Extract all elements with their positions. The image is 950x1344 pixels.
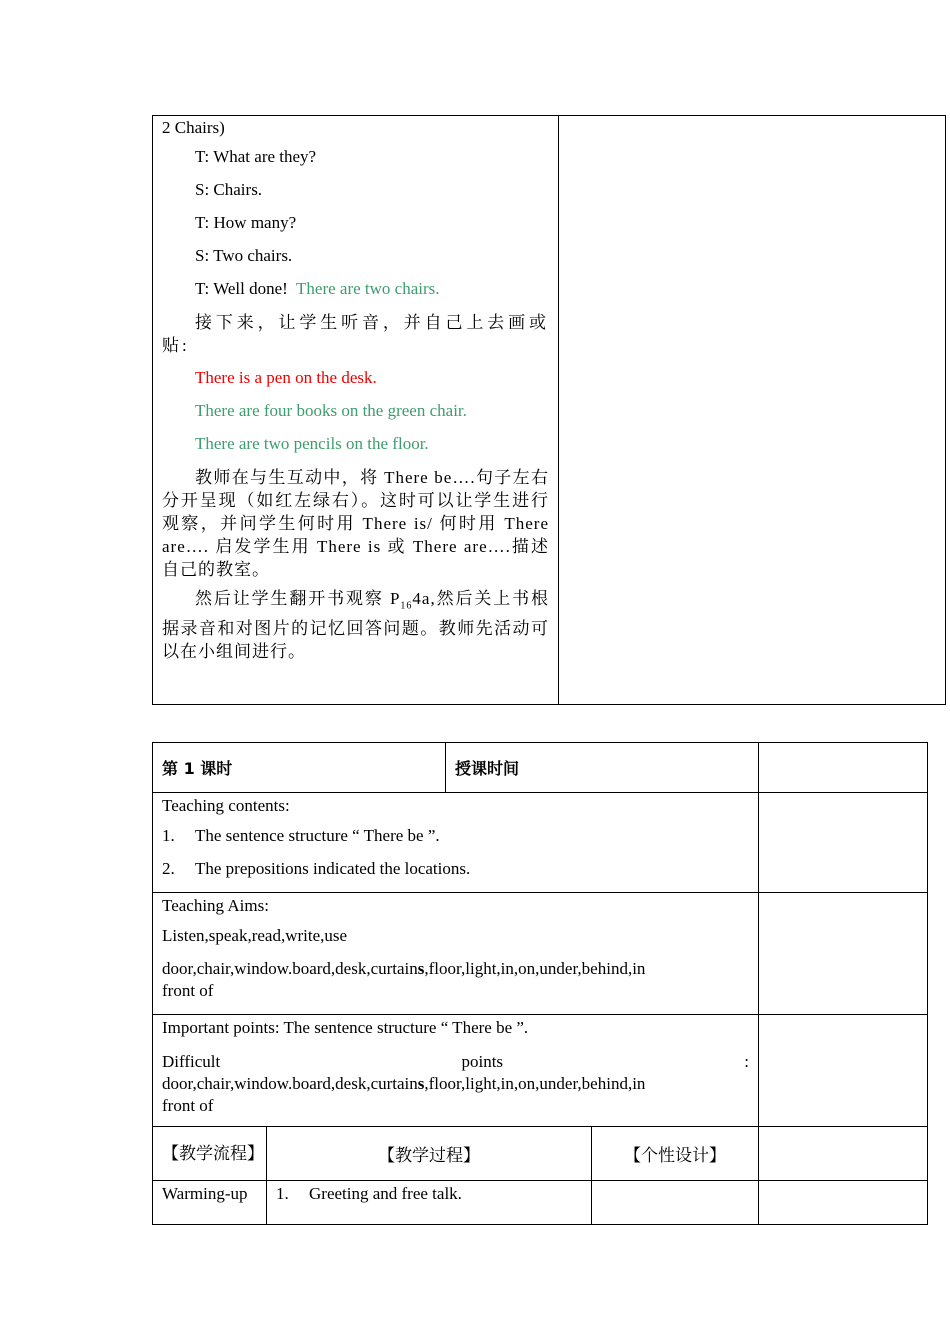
vocab-c: ,floor,light,in,on,under,behind,in: [424, 959, 646, 978]
vocab-b: s: [417, 1074, 425, 1093]
empty-cell: [759, 1181, 928, 1225]
lesson-number-label: 第 1 课时: [153, 743, 446, 793]
vocab-b: s: [417, 959, 425, 978]
header-flow: 【教学流程】: [153, 1127, 267, 1181]
warmup-label: Warming-up: [153, 1181, 267, 1225]
page-subscript: 16: [400, 600, 413, 612]
dialogue-line: T: How many?: [195, 213, 297, 232]
warmup-step: [267, 1181, 592, 1225]
empty-cell: [759, 793, 928, 893]
empty-cell: [592, 1181, 759, 1225]
green-sentence: There are four books on the green chair.: [195, 401, 467, 420]
contents-item: [162, 819, 749, 852]
important-points: Important points: The sentence structure “ There be ”.: [162, 1018, 529, 1037]
item-text: The prepositions indicated the locations.: [195, 859, 471, 878]
aims-line: front of: [162, 981, 214, 1000]
well-done-text: T: Well done!: [195, 279, 288, 298]
red-sentence: There is a pen on the desk.: [195, 368, 377, 387]
empty-cell: [759, 743, 928, 793]
colon: :: [744, 1052, 749, 1071]
book-paragraph-b: 4a,然后关上书根据录音和对图片的记忆回答问题。教师先活动可以在小组间进行。: [162, 589, 549, 662]
empty-cell: [759, 893, 928, 1015]
points-word: points: [461, 1052, 504, 1071]
book-paragraph: [162, 587, 549, 663]
aims-line: Listen,speak,read,write,use: [162, 926, 348, 945]
dialogue-line: S: Two chairs.: [195, 246, 293, 265]
vocab-a: door,chair,window.board,desk,curtain: [162, 959, 418, 978]
difficult-vocabulary: [162, 1073, 749, 1095]
teacher-paragraph: 教师在与生互动中，将 There be….句子左右分开呈现（如红左绿右）。这时可以让学生进行观察，并问学生何时用 There is/ 何时用 There are…. 启发学生用 There is 或 There are….描述自己的教室。: [162, 468, 549, 579]
vocab-a: door,chair,window.board,desk,curtain: [162, 1074, 418, 1093]
item-text: The sentence structure “ There be ”.: [195, 826, 440, 845]
teaching-contents-cell: [153, 793, 759, 893]
difficult-line: front of: [162, 1096, 214, 1115]
contents-title: Teaching contents:: [162, 796, 290, 815]
item-number: 1.: [276, 1184, 289, 1203]
class-time-label: 授课时间: [446, 743, 759, 793]
header-process: 【教学过程】: [267, 1127, 592, 1181]
green-sentence: There are two chairs.: [296, 279, 440, 298]
lesson-steps-cell: [153, 116, 559, 705]
dialogue-line: T: What are they?: [195, 147, 317, 166]
difficult-points-line: [162, 1051, 749, 1073]
green-sentence: There are two pencils on the floor.: [195, 434, 429, 453]
difficult-word: Difficult: [162, 1052, 221, 1071]
dialogue-line: S: Chairs.: [195, 180, 263, 199]
vocab-c: ,floor,light,in,on,under,behind,in: [424, 1074, 646, 1093]
item-text: Greeting and free talk.: [309, 1184, 462, 1203]
instruction-text: 接下来，让学生听音，并自己上去画或贴:: [162, 313, 549, 355]
lesson-plan-table: [152, 742, 928, 1225]
empty-cell: [759, 1015, 928, 1127]
contents-item: [162, 852, 749, 885]
dialogue-line-well-done: [162, 272, 549, 305]
line-chairs: 2 Chairs): [162, 118, 225, 137]
notes-cell: [559, 116, 946, 705]
item-number: 2.: [162, 859, 175, 878]
lesson-detail-table: [152, 115, 946, 705]
book-paragraph-a: 然后让学生翻开书观察 P: [195, 589, 401, 608]
item-number: 1.: [162, 826, 175, 845]
aims-vocabulary: [162, 958, 749, 980]
teaching-aims-cell: [153, 893, 759, 1015]
key-points-cell: [153, 1015, 759, 1127]
empty-cell: [759, 1127, 928, 1181]
aims-title: Teaching Aims:: [162, 896, 269, 915]
header-design: 【个性设计】: [592, 1127, 759, 1181]
